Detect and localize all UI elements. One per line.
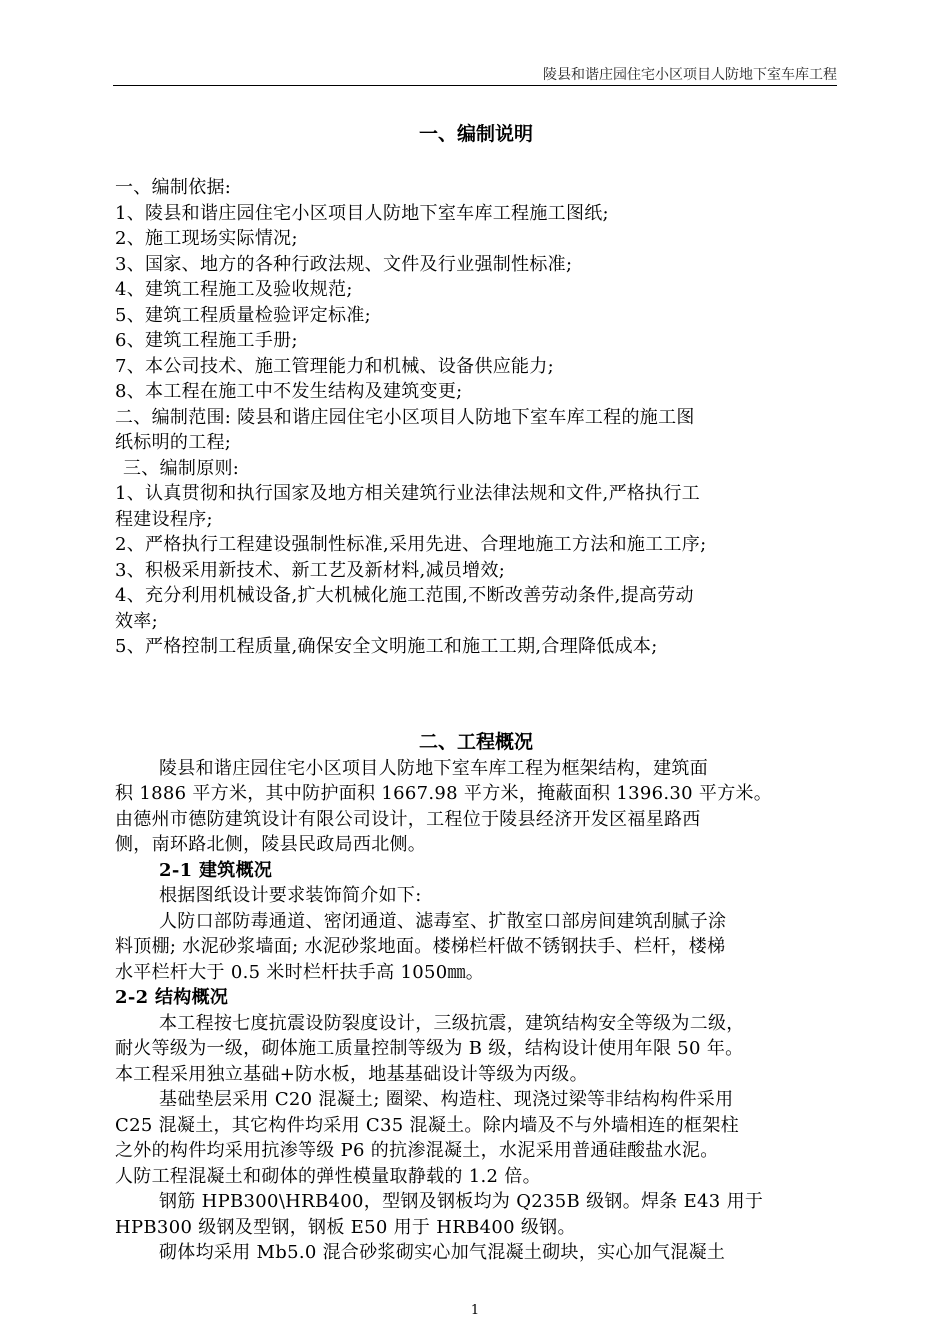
page-number: 1	[470, 1303, 480, 1318]
list-item: 2、施工现场实际情况;	[115, 228, 298, 249]
header-divider	[113, 85, 837, 86]
paragraph-line: 陵县和谐庄园住宅小区项目人防地下室车库工程为框架结构，建筑面	[159, 757, 708, 779]
paragraph-line: 人防口部防毒通道、密闭通道、滤毒室、扩散室口部房间建筑刮腻子涂	[159, 910, 727, 932]
paragraph-line: 钢筋 HPB300\HRB400，型钢及钢板均为 Q235B 级钢。焊条 E43 用于	[159, 1191, 764, 1212]
list-item: 8、本工程在施工中不发生结构及建筑变更;	[115, 381, 463, 402]
paragraph-line: 侧，南环路北侧，陵县民政局西北侧。	[115, 834, 427, 855]
subsection-title-architecture: 2-1 建筑概况	[159, 859, 273, 881]
paragraph-line: 人防工程混凝土和砌体的弹性模量取静载的 1.2 倍。	[115, 1165, 541, 1187]
section-heading-principles: 三、编制原则:	[123, 457, 240, 479]
section-heading-scope: 二、编制范围: 陵县和谐庄园住宅小区项目人防地下室车库工程的施工图	[115, 406, 695, 428]
paragraph-line: HPB300 级钢及型钢，钢板 E50 用于 HRB400 级钢。	[115, 1216, 576, 1238]
paragraph-line: 耐火等级为一级，砌体施工质量控制等级为 B 级，结构设计使用年限 50 年。	[115, 1038, 744, 1059]
paragraph-line: 效率;	[115, 610, 158, 632]
list-item: 4、建筑工程施工及验收规范;	[115, 279, 353, 300]
paragraph-line: 本工程采用独立基础+防水板，地基基础设计等级为丙级。	[115, 1063, 588, 1085]
paragraph-line: 积 1886 平方米，其中防护面积 1667.98 平方米，掩蔽面积 1396.30 平方米。	[115, 783, 773, 804]
list-item: 2、严格执行工程建设强制性标准,采用先进、合理地施工方法和施工工序;	[115, 534, 707, 555]
paragraph-line: 料顶棚; 水泥砂浆墙面; 水泥砂浆地面。楼梯栏杆做不锈钢扶手、栏杆，楼梯	[115, 936, 726, 957]
paragraph-line: C25 混凝土，其它构件均采用 C35 混凝土。除内墙及不与外墙相连的框架柱	[115, 1114, 739, 1136]
paragraph-line: 程建设程序;	[115, 508, 213, 530]
paragraph-line: 本工程按七度抗震设防裂度设计，三级抗震，建筑结构安全等级为二级，	[159, 1012, 745, 1034]
paragraph-line: 由德州市德防建筑设计有限公司设计，工程位于陵县经济开发区福星路西	[115, 808, 701, 830]
list-item: 6、建筑工程施工手册;	[115, 330, 298, 351]
paragraph-line: 之外的构件均采用抗渗等级 P6 的抗渗混凝土，水泥采用普通硅酸盐水泥。	[115, 1140, 719, 1161]
list-item: 3、积极采用新技术、新工艺及新材料,减员增效;	[115, 559, 506, 581]
list-item: 3、国家、地方的各种行政法规、文件及行业强制性标准;	[115, 253, 573, 275]
paragraph-line: 根据图纸设计要求装饰简介如下:	[159, 885, 422, 906]
list-item: 5、建筑工程质量检验评定标准;	[115, 304, 372, 326]
list-item: 5、严格控制工程质量,确保安全文明施工和施工工期,合理降低成本;	[115, 636, 658, 657]
paragraph-line: 砌体均采用 Mb5.0 混合砂浆砌实心加气混凝土砌块，实心加气混凝土	[159, 1242, 726, 1263]
document-body	[115, 115, 837, 1266]
spacer	[115, 660, 837, 728]
section-title-compilation: 一、编制说明	[418, 123, 533, 145]
list-item: 4、充分利用机械设备,扩大机械化施工范围,不断改善劳动条件,提高劳动	[115, 585, 694, 606]
paragraph-line: 纸标明的工程;	[115, 432, 232, 453]
spacer	[115, 153, 837, 175]
list-item: 1、认真贯彻和执行国家及地方相关建筑行业法律法规和文件,严格执行工	[115, 483, 701, 504]
section-heading-basis: 一、编制依据:	[115, 177, 232, 198]
list-item: 7、本公司技术、施工管理能力和机械、设备供应能力;	[115, 355, 555, 377]
running-header: 陵县和谐庄园住宅小区项目人防地下室车库工程	[543, 67, 837, 83]
section-title-overview: 二、工程概况	[418, 730, 533, 753]
subsection-title-structure: 2-2 结构概况	[115, 987, 229, 1008]
list-item: 1、陵县和谐庄园住宅小区项目人防地下室车库工程施工图纸;	[115, 202, 609, 224]
paragraph-line: 基础垫层采用 C20 混凝土; 圈梁、构造柱、现浇过梁等非结构构件采用	[159, 1089, 734, 1110]
paragraph-line: 水平栏杆大于 0.5 米时栏杆扶手高 1050㎜。	[115, 961, 485, 983]
